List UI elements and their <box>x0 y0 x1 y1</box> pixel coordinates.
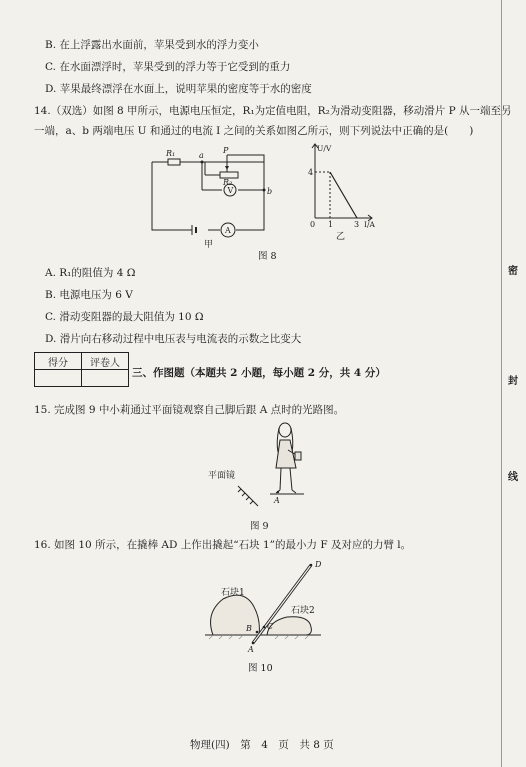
score-header: 得分 <box>35 353 82 370</box>
figure-8 <box>140 142 380 257</box>
q15-stem: 15. 完成图 9 中小莉通过平面镜观察自己脚后跟 A 点时的光路图。 <box>34 404 345 416</box>
q14-option-a: A. R₁的阻值为 4 Ω <box>45 267 136 279</box>
circuit-caption: 甲 <box>204 240 214 250</box>
stone-2-shape <box>267 617 311 635</box>
option-c-prev: C. 在水面漂浮时，苹果受到的浮力等于它受到的重力 <box>45 61 291 73</box>
slider-arrow <box>225 166 229 170</box>
stone-1-shape <box>211 595 260 635</box>
figure-10 <box>195 555 335 655</box>
point-b-dot <box>256 631 259 634</box>
point-d-dot <box>310 564 313 567</box>
label-d: D <box>315 560 322 569</box>
option-d-prev: D. 苹果最终漂浮在水面上，说明苹果的密度等于水的密度 <box>45 83 312 95</box>
point-a-label: a <box>199 151 204 160</box>
figure-10-caption: 图 10 <box>248 663 273 674</box>
node-a-dot <box>201 161 204 164</box>
figure-8-caption: 图 8 <box>258 251 277 262</box>
resistor-r1 <box>168 159 180 165</box>
q14-stem-line1: 14.（双选）如图 8 甲所示，电源电压恒定，R₁为定值电阻，R₂为滑动变阻器，移动滑片 P 从一端至另 <box>34 105 512 117</box>
margin-char-feng: 封 <box>508 376 518 387</box>
graph-tick-3a: 3 <box>354 220 360 229</box>
node-b-dot <box>263 189 266 192</box>
figure-9-caption: 图 9 <box>250 521 269 532</box>
figure-9 <box>200 420 330 515</box>
stone-1-label: 石块1 <box>221 588 245 598</box>
label-c: C <box>267 622 274 631</box>
label-b: B <box>246 624 252 633</box>
q14-stem-line2: 一端，a、b 两端电压 U 和通过的电流 I 之间的关系如图乙所示，则下列说法中正确的是( ) <box>34 125 474 137</box>
voltmeter-label: V <box>227 186 234 195</box>
r2-label: R₂ <box>223 178 233 187</box>
ui-graph <box>312 144 372 221</box>
slider-p-label: P <box>223 146 229 155</box>
q16-stem: 16. 如图 10 所示，在撬棒 AD 上作出撬起“石块 1”的最小力 F 及对应的力臂 l。 <box>34 539 412 551</box>
graph-origin: 0 <box>310 220 316 229</box>
girl-figure <box>270 423 304 494</box>
graph-caption: 乙 <box>336 232 346 242</box>
heel-point-a <box>277 491 279 493</box>
section-3-heading: 三、作图题（本题共 2 小题，每小题 2 分，共 4 分） <box>132 367 386 379</box>
reviewer-header: 评卷人 <box>82 353 129 370</box>
graph-y-label: U/V <box>317 144 332 153</box>
reviewer-cell[interactable] <box>82 370 129 387</box>
graph-x-label: I/A <box>364 220 375 229</box>
point-a-dot <box>252 642 255 645</box>
r1-label: R₁ <box>166 149 176 158</box>
point-a-label: A <box>274 496 280 505</box>
score-box <box>34 352 129 387</box>
graph-tick-4v: 4 <box>308 168 314 177</box>
q14-option-d: D. 滑片向右移动过程中电压表与电流表的示数之比变大 <box>45 333 302 345</box>
ui-line <box>330 172 357 218</box>
label-a: A <box>248 645 254 654</box>
stone-2-label: 石块2 <box>291 606 315 616</box>
option-b-prev: B. 在上浮露出水面前，苹果受到水的浮力变小 <box>45 39 259 51</box>
mirror-label: 平面镜 <box>208 471 236 481</box>
margin-char-xian: 线 <box>508 472 518 483</box>
ammeter-label: A <box>225 226 231 235</box>
circuit-diagram <box>152 155 264 235</box>
q14-option-b: B. 电源电压为 6 V <box>45 289 133 301</box>
score-cell[interactable] <box>35 370 82 387</box>
page-footer: 物理(四) 第 4 页 共 8 页 <box>190 739 334 751</box>
point-c-dot <box>263 626 266 629</box>
margin-char-mi: 密 <box>508 266 518 277</box>
q14-option-c: C. 滑动变阻器的最大阻值为 10 Ω <box>45 311 204 323</box>
point-b-label: b <box>267 187 273 196</box>
plane-mirror <box>238 486 258 506</box>
graph-tick-1a: 1 <box>328 220 334 229</box>
